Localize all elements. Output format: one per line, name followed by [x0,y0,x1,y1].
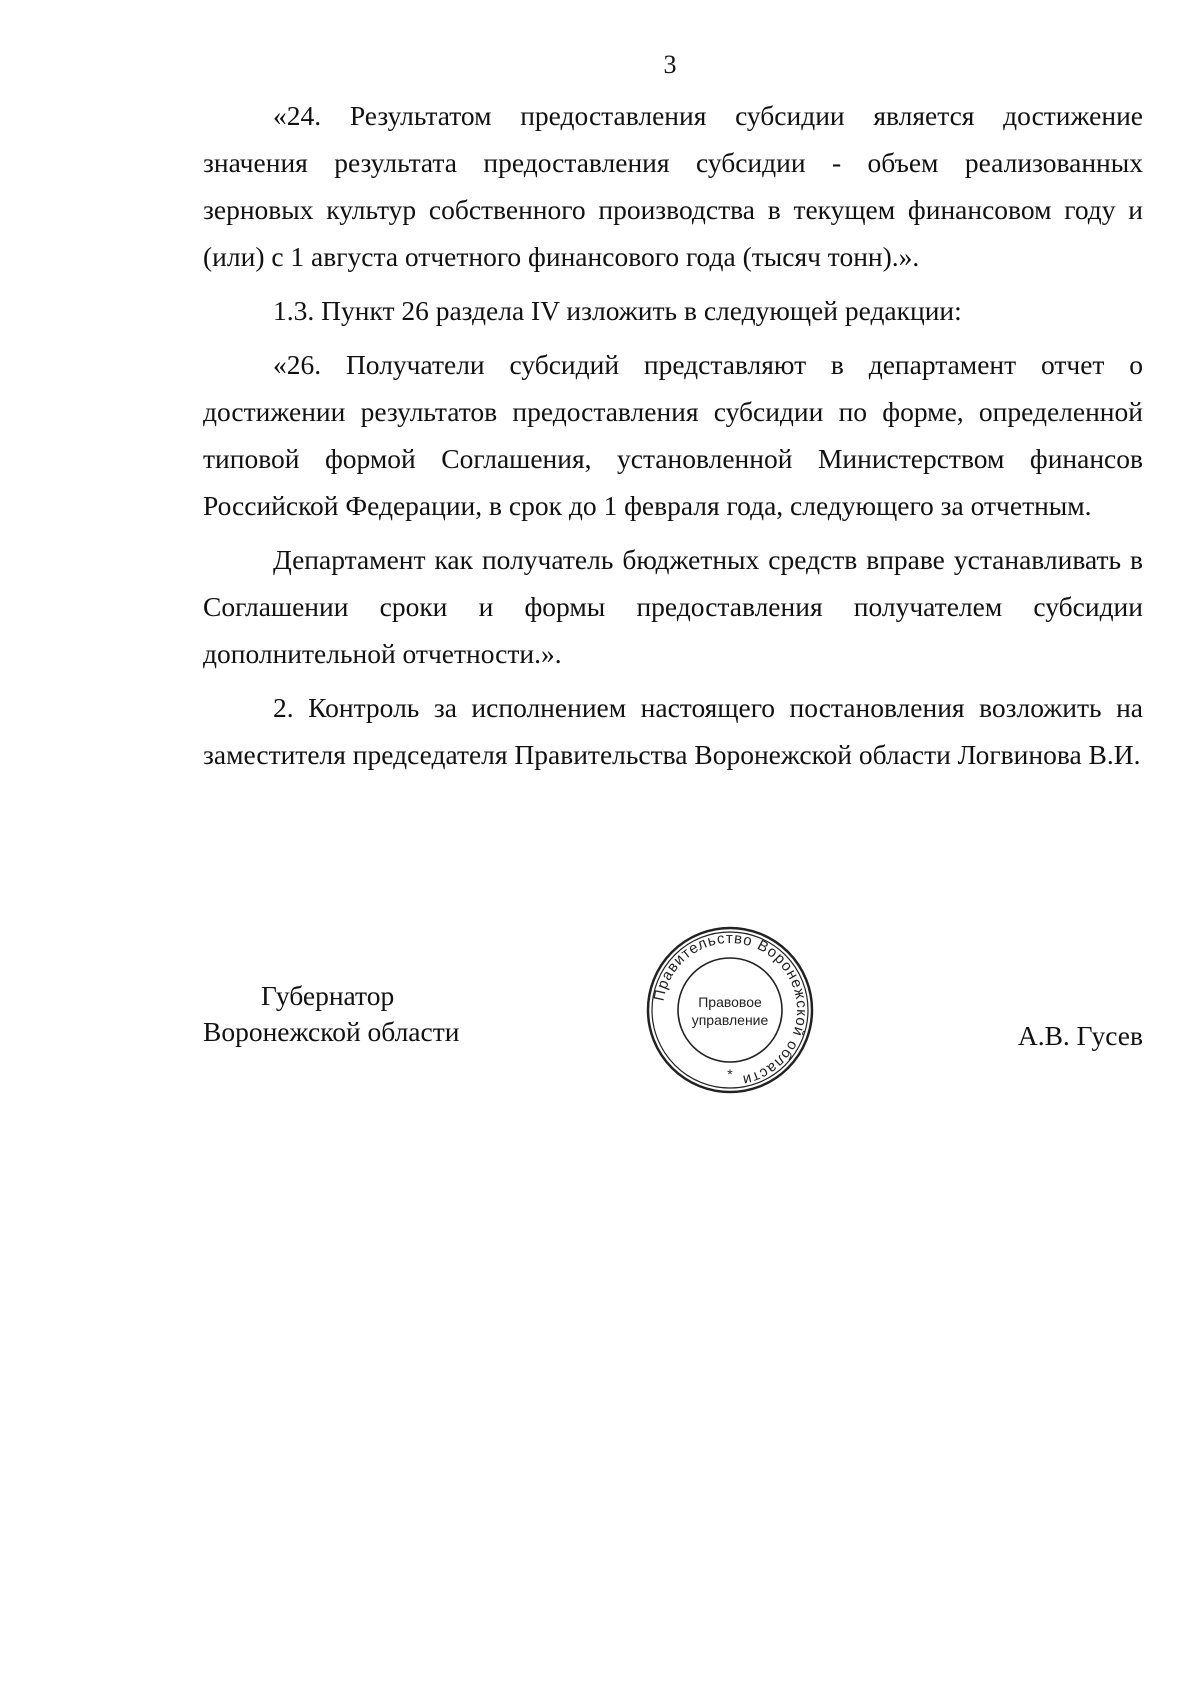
stamp-outer-text: Правительство Воронежской области [650,929,811,1089]
position-region: Воронежской области [203,1016,460,1047]
paragraph-24: «24. Результатом предоставления субсидии является достижение значения результата предоставления субсидии - объем реализованных зерновых культур собственного производства в текущем финансовом году и (или) с 1 августа отчетного финансового года (тысяч тонн).». [203,100,1143,272]
signatory-position [203,978,459,1050]
stamp-inner-line2: управление [691,1012,769,1028]
official-stamp [645,925,815,1095]
paragraph-1-3: 1.3. Пункт 26 раздела IV изложить в следующей редакции: [273,295,962,326]
stamp-seal-icon [645,925,815,1095]
paragraph-department: Департамент как получатель бюджетных средств вправе устанавливать в Соглашении сроки и формы предоставления получателем субсидии дополнительной отчетности.». [203,544,1143,669]
stamp-star: * [727,1066,733,1082]
paragraph-2-control: 2. Контроль за исполнением настоящего постановления возложить на заместителя председателя Правительства Воронежской области Логвинова В.И. [203,692,1143,770]
position-title: Губернатор [261,980,395,1011]
signatory-name: А.В. Гусев [1017,1020,1143,1051]
paragraph-26: «26. Получатели субсидий представляют в департамент отчет о достижении результатов предоставления субсидии по форме, определенной типовой формой Соглашения, установленной Министерством финансов Российской Федерации, в срок до 1 февраля года, следующего за отчетным. [203,349,1143,521]
document-body [203,92,1143,778]
page-number: 3 [663,50,677,79]
stamp-inner-line1: Правовое [698,994,762,1010]
